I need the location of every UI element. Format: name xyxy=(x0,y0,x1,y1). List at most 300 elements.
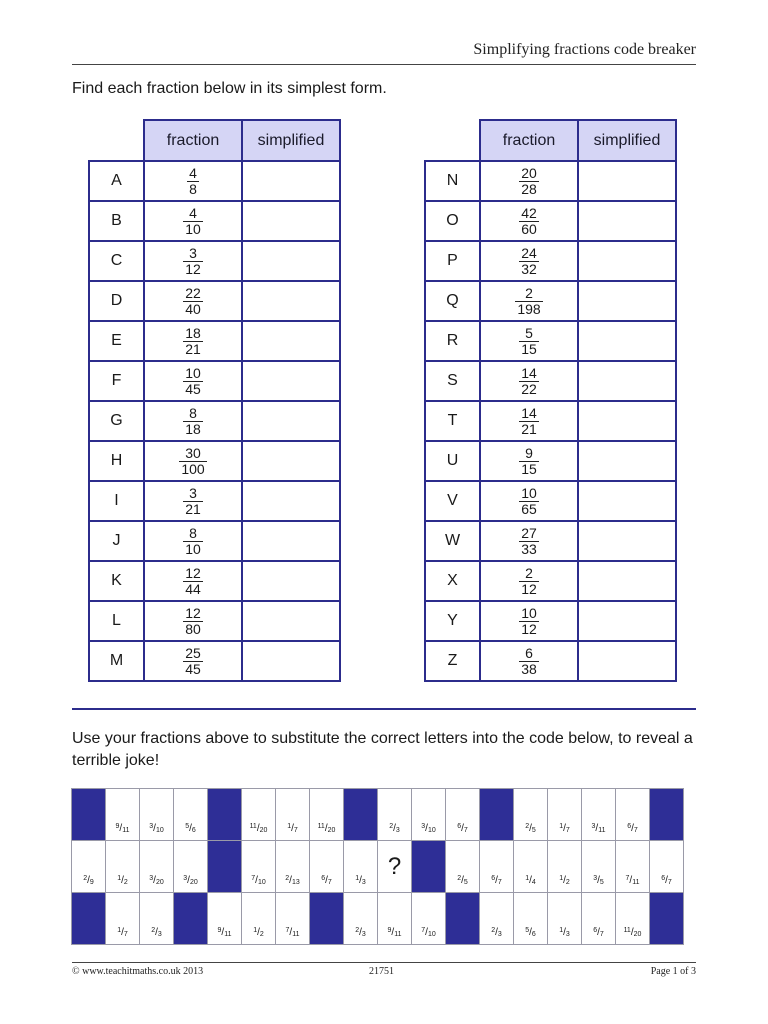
table-row xyxy=(425,161,676,201)
code-cell[interactable] xyxy=(140,841,174,893)
fraction-numerator: 18 xyxy=(185,324,201,341)
code-fraction: $^1/_7$ xyxy=(559,823,570,834)
fraction-numerator: 2 xyxy=(525,284,533,301)
code-cell[interactable] xyxy=(242,789,276,841)
table-row xyxy=(425,241,676,281)
simplified-answer-cell[interactable] xyxy=(578,361,676,401)
row-fraction xyxy=(480,561,578,601)
code-fraction: $^3/_5$ xyxy=(593,875,604,886)
fraction xyxy=(183,366,203,397)
row-fraction xyxy=(144,281,242,321)
table-row xyxy=(425,521,676,561)
row-fraction xyxy=(144,481,242,521)
code-fraction: $^2/_3$ xyxy=(355,927,366,938)
row-fraction xyxy=(480,241,578,281)
table-row xyxy=(89,161,340,201)
fraction-numerator: 4 xyxy=(189,164,197,181)
code-cell[interactable] xyxy=(616,893,650,945)
fraction-numerator: 14 xyxy=(521,404,537,421)
row-letter: W xyxy=(425,521,480,561)
fraction xyxy=(183,646,203,677)
table-row xyxy=(89,641,340,681)
filled-space-cell xyxy=(310,893,344,945)
code-fraction: $^2/_3$ xyxy=(389,823,400,834)
filled-space-cell xyxy=(208,789,242,841)
simplified-answer-cell[interactable] xyxy=(242,281,340,321)
code-row xyxy=(72,841,684,893)
simplified-answer-cell[interactable] xyxy=(578,201,676,241)
header-fraction: fraction xyxy=(144,120,242,161)
fraction xyxy=(515,286,542,317)
fraction xyxy=(519,486,539,517)
instruction-text: Find each fraction below in its simplest form. xyxy=(72,80,387,97)
table-row xyxy=(89,481,340,521)
fraction-numerator: 2 xyxy=(525,564,533,581)
simplified-answer-cell[interactable] xyxy=(242,401,340,441)
code-fraction: $^{11}/_{20}$ xyxy=(249,823,268,834)
code-fraction: $^3/_{20}$ xyxy=(183,875,198,886)
row-letter: E xyxy=(89,321,144,361)
fraction-numerator: 3 xyxy=(189,484,197,501)
header-divider xyxy=(72,64,696,65)
fraction-numerator: 30 xyxy=(185,444,201,461)
row-letter: X xyxy=(425,561,480,601)
row-fraction xyxy=(480,281,578,321)
code-fraction: $^6/_7$ xyxy=(457,823,468,834)
code-cell[interactable] xyxy=(310,841,344,893)
code-fraction: $^3/_{10}$ xyxy=(421,823,436,834)
fraction-numerator: 14 xyxy=(521,364,537,381)
header-fraction: fraction xyxy=(480,120,578,161)
row-letter: L xyxy=(89,601,144,641)
fraction-numerator: 12 xyxy=(185,564,201,581)
fraction xyxy=(519,166,539,197)
code-cell[interactable] xyxy=(106,893,140,945)
code-cell[interactable] xyxy=(140,789,174,841)
table-row xyxy=(425,601,676,641)
fraction-numerator: 8 xyxy=(189,404,197,421)
filled-space-cell xyxy=(72,789,106,841)
code-cell[interactable] xyxy=(310,789,344,841)
fraction-numerator: 25 xyxy=(185,644,201,661)
row-fraction xyxy=(144,201,242,241)
row-fraction xyxy=(480,441,578,481)
simplified-answer-cell[interactable] xyxy=(242,161,340,201)
code-fraction: $^2/_5$ xyxy=(457,875,468,886)
simplified-answer-cell[interactable] xyxy=(242,441,340,481)
fraction-denominator: 65 xyxy=(521,500,537,517)
row-letter: S xyxy=(425,361,480,401)
row-fraction xyxy=(144,161,242,201)
code-fraction: $^3/_{10}$ xyxy=(149,823,164,834)
row-fraction xyxy=(480,481,578,521)
code-cell[interactable] xyxy=(480,893,514,945)
code-fraction: $^7/_{10}$ xyxy=(251,875,266,886)
code-fraction: $^7/_{11}$ xyxy=(625,875,640,886)
simplified-answer-cell[interactable] xyxy=(578,281,676,321)
table-row xyxy=(425,641,676,681)
row-fraction xyxy=(480,601,578,641)
filled-space-cell xyxy=(446,893,480,945)
fraction-denominator: 80 xyxy=(185,620,201,637)
code-cell[interactable] xyxy=(650,841,684,893)
page-header-title: Simplifying fractions code breaker xyxy=(473,41,696,58)
simplified-answer-cell[interactable] xyxy=(242,241,340,281)
row-letter: G xyxy=(89,401,144,441)
code-cell[interactable] xyxy=(208,893,242,945)
code-cell[interactable] xyxy=(582,893,616,945)
code-cell[interactable] xyxy=(480,841,514,893)
code-fraction: $^5/_6$ xyxy=(185,823,196,834)
fraction-numerator: 6 xyxy=(525,644,533,661)
section-divider xyxy=(72,708,696,710)
footer-resource-code: 21751 xyxy=(369,966,394,977)
row-fraction xyxy=(144,241,242,281)
fraction-denominator: 12 xyxy=(521,580,537,597)
fraction-denominator: 21 xyxy=(521,420,537,437)
code-fraction: $^3/_{11}$ xyxy=(591,823,606,834)
row-letter: Y xyxy=(425,601,480,641)
row-letter: R xyxy=(425,321,480,361)
fraction-denominator: 32 xyxy=(521,260,537,277)
fraction-numerator: 10 xyxy=(185,364,201,381)
code-fraction: $^1/_3$ xyxy=(559,927,570,938)
code-cell[interactable] xyxy=(378,893,412,945)
fraction xyxy=(183,326,203,357)
code-fraction: $^1/_2$ xyxy=(559,875,570,886)
code-cell[interactable] xyxy=(276,893,310,945)
code-cell[interactable] xyxy=(616,841,650,893)
code-cell[interactable] xyxy=(174,841,208,893)
code-cell[interactable] xyxy=(582,789,616,841)
filled-space-cell xyxy=(650,789,684,841)
fraction xyxy=(183,606,203,637)
code-fraction: $^2/_3$ xyxy=(151,927,162,938)
row-letter: H xyxy=(89,441,144,481)
row-letter: Z xyxy=(425,641,480,681)
filled-space-cell xyxy=(72,893,106,945)
header-spacer xyxy=(89,120,144,161)
table-row xyxy=(89,601,340,641)
fraction-numerator: 4 xyxy=(189,204,197,221)
code-breaker-grid xyxy=(71,788,684,945)
code-fraction: $^{11}/_{20}$ xyxy=(623,927,642,938)
fraction-denominator: 100 xyxy=(181,460,205,477)
code-cell[interactable] xyxy=(446,841,480,893)
table-row xyxy=(425,321,676,361)
row-fraction xyxy=(480,401,578,441)
row-fraction xyxy=(480,321,578,361)
code-fraction: $^1/_7$ xyxy=(287,823,298,834)
fraction-numerator: 8 xyxy=(189,524,197,541)
row-fraction xyxy=(480,361,578,401)
table-row xyxy=(89,241,340,281)
fraction xyxy=(519,526,539,557)
header-simplified: simplified xyxy=(242,120,340,161)
fraction-denominator: 18 xyxy=(185,420,201,437)
filled-space-cell xyxy=(412,841,446,893)
code-fraction: $^6/_7$ xyxy=(627,823,638,834)
fraction xyxy=(519,566,539,597)
fraction xyxy=(183,566,203,597)
row-letter: B xyxy=(89,201,144,241)
simplified-answer-cell[interactable] xyxy=(242,521,340,561)
fraction-denominator: 15 xyxy=(521,340,537,357)
fraction xyxy=(183,526,203,557)
fraction xyxy=(519,406,539,437)
row-fraction xyxy=(144,561,242,601)
simplified-answer-cell[interactable] xyxy=(242,641,340,681)
fraction-numerator: 22 xyxy=(185,284,201,301)
fraction-numerator: 5 xyxy=(525,324,533,341)
simplified-answer-cell[interactable] xyxy=(578,241,676,281)
simplified-answer-cell[interactable] xyxy=(578,561,676,601)
simplified-answer-cell[interactable] xyxy=(578,401,676,441)
fraction-denominator: 12 xyxy=(521,620,537,637)
code-fraction: $^6/_7$ xyxy=(491,875,502,886)
row-fraction xyxy=(480,641,578,681)
table-row xyxy=(425,481,676,521)
row-fraction xyxy=(144,441,242,481)
code-cell[interactable] xyxy=(174,789,208,841)
fraction xyxy=(519,446,539,477)
fraction xyxy=(179,446,206,477)
fraction xyxy=(519,366,539,397)
simplified-answer-cell[interactable] xyxy=(242,561,340,601)
fraction-denominator: 45 xyxy=(185,660,201,677)
fraction-denominator: 10 xyxy=(185,220,201,237)
code-fraction: $^2/_{13}$ xyxy=(285,875,300,886)
code-cell[interactable] xyxy=(548,789,582,841)
code-cell[interactable] xyxy=(378,789,412,841)
row-fraction xyxy=(480,161,578,201)
code-fraction: $^2/_9$ xyxy=(83,875,94,886)
fraction-denominator: 38 xyxy=(521,660,537,677)
row-letter: J xyxy=(89,521,144,561)
footer-divider xyxy=(72,962,696,963)
fraction-numerator: 42 xyxy=(521,204,537,221)
code-cell[interactable] xyxy=(140,893,174,945)
code-cell[interactable] xyxy=(72,841,106,893)
code-cell[interactable] xyxy=(446,789,480,841)
code-fraction: $^2/_5$ xyxy=(525,823,536,834)
fraction-denominator: 21 xyxy=(185,340,201,357)
row-letter: V xyxy=(425,481,480,521)
code-cell[interactable] xyxy=(514,841,548,893)
simplified-answer-cell[interactable] xyxy=(578,321,676,361)
code-cell[interactable] xyxy=(276,789,310,841)
simplified-answer-cell[interactable] xyxy=(242,201,340,241)
code-cell[interactable] xyxy=(514,789,548,841)
code-fraction: $^7/_{11}$ xyxy=(285,927,300,938)
code-fraction: $^6/_7$ xyxy=(593,927,604,938)
table-header-row xyxy=(89,120,340,161)
fraction-denominator: 44 xyxy=(185,580,201,597)
code-fraction: $^7/_{10}$ xyxy=(421,927,436,938)
fraction-denominator: 10 xyxy=(185,540,201,557)
row-letter: U xyxy=(425,441,480,481)
fraction-denominator: 45 xyxy=(185,380,201,397)
table-row xyxy=(425,441,676,481)
filled-space-cell xyxy=(344,789,378,841)
table-row xyxy=(89,441,340,481)
code-fraction: $^1/_2$ xyxy=(117,875,128,886)
fraction-denominator: 15 xyxy=(521,460,537,477)
table-header-row xyxy=(425,120,676,161)
code-fraction: $^6/_7$ xyxy=(661,875,672,886)
code-cell[interactable] xyxy=(106,789,140,841)
code-cell[interactable] xyxy=(616,789,650,841)
header-simplified: simplified xyxy=(578,120,676,161)
fraction-denominator: 33 xyxy=(521,540,537,557)
simplified-answer-cell[interactable] xyxy=(578,521,676,561)
table-row xyxy=(425,281,676,321)
code-fraction: $^1/_2$ xyxy=(253,927,264,938)
row-letter: F xyxy=(89,361,144,401)
code-cell[interactable] xyxy=(242,893,276,945)
row-fraction xyxy=(480,201,578,241)
simplified-answer-cell[interactable] xyxy=(578,481,676,521)
fraction xyxy=(519,246,539,277)
simplified-answer-cell[interactable] xyxy=(242,321,340,361)
row-fraction xyxy=(144,321,242,361)
filled-space-cell xyxy=(174,893,208,945)
code-cell[interactable] xyxy=(412,893,446,945)
code-cell[interactable] xyxy=(344,893,378,945)
simplified-answer-cell[interactable] xyxy=(242,361,340,401)
question-mark-cell: ? xyxy=(378,841,412,893)
fraction xyxy=(183,406,203,437)
code-fraction: $^1/_7$ xyxy=(117,927,128,938)
fraction xyxy=(183,486,203,517)
code-fraction: $^9/_{11}$ xyxy=(217,927,232,938)
fraction-numerator: 10 xyxy=(521,604,537,621)
code-fraction: $^5/_6$ xyxy=(525,927,536,938)
fractions-table-a-to-m xyxy=(88,119,341,682)
filled-space-cell xyxy=(650,893,684,945)
table-row xyxy=(425,201,676,241)
fraction xyxy=(183,206,203,237)
fraction-denominator: 60 xyxy=(521,220,537,237)
table-row xyxy=(425,401,676,441)
code-cell[interactable] xyxy=(344,841,378,893)
fraction xyxy=(183,246,203,277)
code-fraction: $^1/_4$ xyxy=(525,875,536,886)
table-row xyxy=(89,281,340,321)
fraction-numerator: 20 xyxy=(521,164,537,181)
fraction-denominator: 12 xyxy=(185,260,201,277)
fraction-numerator: 12 xyxy=(185,604,201,621)
fraction xyxy=(183,286,203,317)
fraction xyxy=(519,326,539,357)
row-letter: M xyxy=(89,641,144,681)
row-fraction xyxy=(144,601,242,641)
header-spacer xyxy=(425,120,480,161)
fraction-numerator: 3 xyxy=(189,244,197,261)
fraction xyxy=(519,206,539,237)
table-row xyxy=(89,361,340,401)
code-cell[interactable] xyxy=(548,893,582,945)
row-letter: D xyxy=(89,281,144,321)
code-fraction: $^9/_{11}$ xyxy=(387,927,402,938)
table-row xyxy=(425,361,676,401)
code-fraction: $^3/_{20}$ xyxy=(149,875,164,886)
footer-page-number: Page 1 of 3 xyxy=(650,966,696,977)
fraction-numerator: 24 xyxy=(521,244,537,261)
fraction-denominator: 198 xyxy=(517,300,541,317)
filled-space-cell xyxy=(480,789,514,841)
table-row xyxy=(89,521,340,561)
code-fraction: $^2/_3$ xyxy=(491,927,502,938)
fraction xyxy=(187,166,199,197)
row-letter: O xyxy=(425,201,480,241)
row-letter: A xyxy=(89,161,144,201)
code-row xyxy=(72,789,684,841)
simplified-answer-cell[interactable] xyxy=(242,601,340,641)
row-letter: C xyxy=(89,241,144,281)
code-fraction: $^9/_{11}$ xyxy=(115,823,130,834)
row-letter: K xyxy=(89,561,144,601)
row-letter: P xyxy=(425,241,480,281)
simplified-answer-cell[interactable] xyxy=(242,481,340,521)
fraction-numerator: 27 xyxy=(521,524,537,541)
row-fraction xyxy=(144,361,242,401)
row-letter: N xyxy=(425,161,480,201)
code-fraction: $^6/_7$ xyxy=(321,875,332,886)
row-fraction xyxy=(144,401,242,441)
table-row xyxy=(89,561,340,601)
row-fraction xyxy=(144,641,242,681)
simplified-answer-cell[interactable] xyxy=(578,441,676,481)
row-letter: Q xyxy=(425,281,480,321)
table-row xyxy=(425,561,676,601)
row-fraction xyxy=(144,521,242,561)
code-fraction: $^1/_3$ xyxy=(355,875,366,886)
filled-space-cell xyxy=(208,841,242,893)
code-cell[interactable] xyxy=(548,841,582,893)
code-cell[interactable] xyxy=(106,841,140,893)
fraction-numerator: 10 xyxy=(521,484,537,501)
fractions-table-n-to-z xyxy=(424,119,677,682)
simplified-answer-cell[interactable] xyxy=(578,601,676,641)
fraction-denominator: 28 xyxy=(521,180,537,197)
code-cell[interactable] xyxy=(582,841,616,893)
fraction xyxy=(519,646,539,677)
code-cell[interactable] xyxy=(514,893,548,945)
code-cell[interactable] xyxy=(276,841,310,893)
fraction-denominator: 8 xyxy=(189,180,197,197)
code-instruction-text: Use your fractions above to substitute the correct letters into the code below, to reveal a terrible joke! xyxy=(72,730,693,769)
fraction-numerator: 9 xyxy=(525,444,533,461)
table-row xyxy=(89,321,340,361)
fraction-denominator: 22 xyxy=(521,380,537,397)
row-fraction xyxy=(480,521,578,561)
table-row xyxy=(89,401,340,441)
fraction-denominator: 40 xyxy=(185,300,201,317)
footer-copyright: © www.teachitmaths.co.uk 2013 xyxy=(72,966,204,977)
simplified-answer-cell[interactable] xyxy=(578,641,676,681)
code-fraction: $^{11}/_{20}$ xyxy=(317,823,336,834)
code-row xyxy=(72,893,684,945)
code-cell[interactable] xyxy=(242,841,276,893)
row-letter: I xyxy=(89,481,144,521)
row-letter: T xyxy=(425,401,480,441)
fraction xyxy=(519,606,539,637)
simplified-answer-cell[interactable] xyxy=(578,161,676,201)
table-row xyxy=(89,201,340,241)
fraction-denominator: 21 xyxy=(185,500,201,517)
code-cell[interactable] xyxy=(412,789,446,841)
